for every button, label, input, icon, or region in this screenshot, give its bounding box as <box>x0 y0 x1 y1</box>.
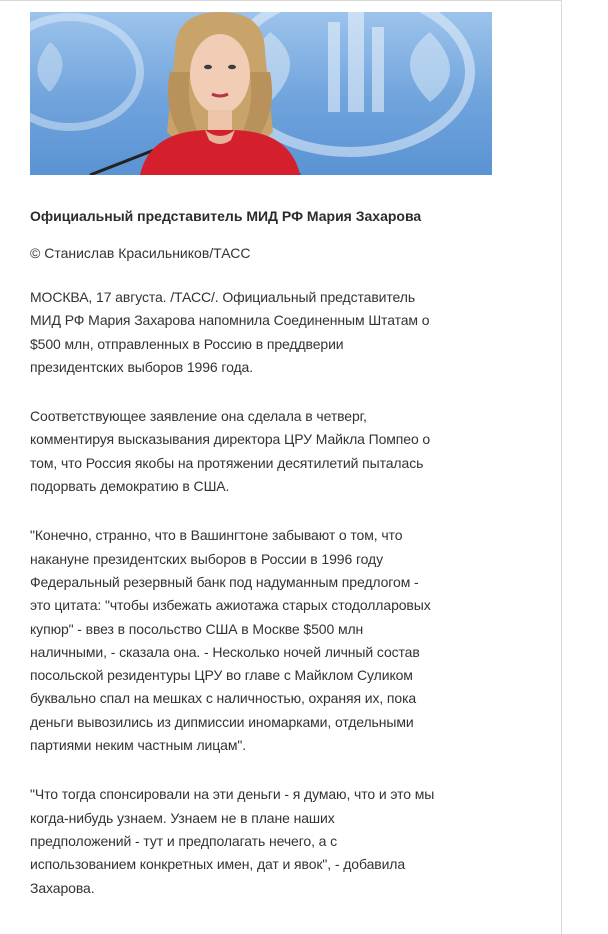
paragraph-line: Федеральный резервный банк под надуманным предлогом - <box>30 573 419 590</box>
paragraph-line: МОСКВА, 17 августа. /ТАСС/. Официальный представитель <box>30 289 416 305</box>
paragraph-line: накануне президентских выборов в России в 1996 году <box>30 550 384 567</box>
article-photo <box>30 12 492 175</box>
paragraph-line: купюр" - ввез в посольство США в Москве $500 млн <box>30 620 364 637</box>
paragraph-line: президентских выборов 1996 года. <box>30 358 254 375</box>
paragraph-line: наличными, - сказала она. - Несколько ночей личный состав <box>30 643 420 660</box>
paragraph-line: Соответствующее заявление она сделала в четверг, <box>30 408 367 425</box>
paragraph-4 <box>30 783 510 899</box>
paragraph-1 <box>30 286 510 379</box>
paragraph-line: Захарова. <box>30 879 95 896</box>
portrait-photo-icon <box>30 12 492 175</box>
photo-credit: © Станислав Красильников/ТАСС <box>30 245 251 261</box>
paragraph-line: "Что тогда спонсировали на эти деньги - я думаю, что и это мы <box>30 786 435 803</box>
paragraph-line: использованием конкретных имен, дат и явок", - добавила <box>30 856 406 873</box>
paragraph-line: "Конечно, странно, что в Вашингтоне забывают о том, что <box>30 527 403 544</box>
paragraph-line: партиями неким частным лицам". <box>30 737 247 754</box>
paragraph-line: предположений - тут и предполагать нечего, а с <box>30 832 338 849</box>
paragraph-line: комментируя высказывания директора ЦРУ Майкла Помпео о <box>30 431 431 448</box>
paragraph-line: деньги вывозились из дипмиссии иномарками, отдельными <box>30 713 414 730</box>
paragraph-line: буквально спал на мешках с наличностью, охраняя их, пока <box>30 690 417 707</box>
article-body <box>30 206 510 900</box>
paragraph-line: посольской резидентуры ЦРУ во главе с Майклом Суликом <box>30 667 413 684</box>
paragraph-line: том, что Россия якобы на протяжении десятилетий пыталась <box>30 454 424 471</box>
paragraph-3 <box>30 524 510 757</box>
paragraph-line: $500 млн, отправленных в Россию в преддверии <box>30 335 344 352</box>
paragraph-line: МИД РФ Мария Захарова напомнила Соединенным Штатам о <box>30 312 430 329</box>
paragraph-2 <box>30 405 510 498</box>
paragraph-line: это цитата: "чтобы избежать ажиотажа старых стодолларовых <box>30 597 431 614</box>
photo-caption: Официальный представитель МИД РФ Мария Захарова <box>30 208 422 224</box>
paragraph-line: подорвать демократию в США. <box>30 478 230 495</box>
paragraph-line: когда-нибудь узнаем. Узнаем не в плане наших <box>30 809 335 826</box>
